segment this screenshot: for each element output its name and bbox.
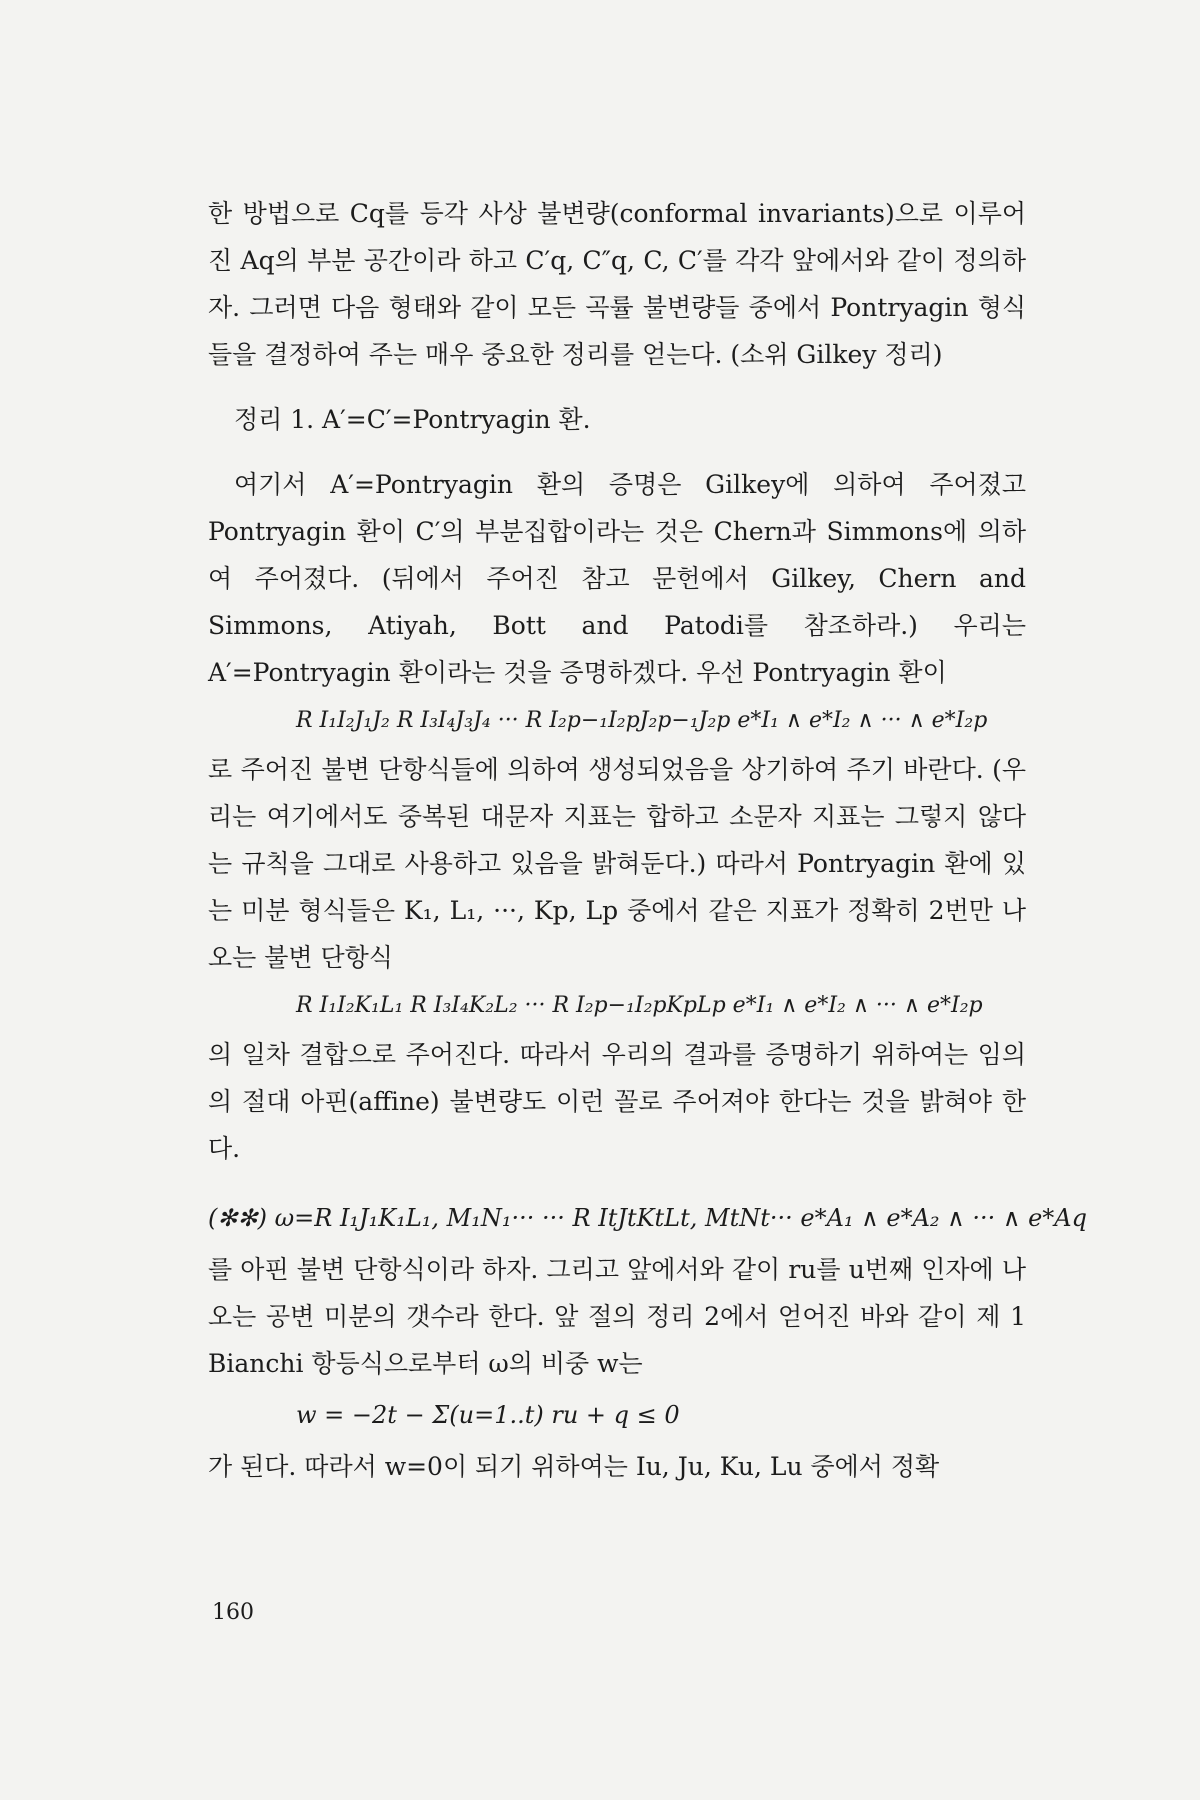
formula-pontryagin-generator: R I₁I₂J₁J₂ R I₃I₄J₃J₄ ··· R I₂p−₁I₂pJ₂p−₁J₂p e*I₁ ∧ e*I₂ ∧ ··· ∧ e*I₂p [296,708,988,733]
page-number: 160 [212,1600,254,1625]
paragraph-5: 를 아핀 불변 단항식이라 하자. 그리고 앞에서와 같이 ru를 u번째 인자에 나오는 공변 미분의 갯수라 한다. 앞 절의 정리 2에서 얻어진 바와 같이 제 1 Bianchi 항등식으로부터 ω의 비중 w는 [208,1255,1026,1378]
formula-invariant-monomial: R I₁I₂K₁L₁ R I₃I₄K₂L₂ ··· R I₂p−₁I₂pKpLp e*I₁ ∧ e*I₂ ∧ ··· ∧ e*I₂p [296,993,983,1018]
paragraph-4: 의 일차 결합으로 주어진다. 따라서 우리의 결과를 증명하기 위하여는 임의의 절대 아핀(affine) 불변량도 이런 꼴로 주어져야 한다는 것을 밝혀야 한다. [208,1040,1026,1163]
paragraph-2: 여기서 A′=Pontryagin 환의 증명은 Gilkey에 의하여 주어졌고 Pontryagin 환이 C′의 부분집합이라는 것은 Chern과 Simmons에 의하여 주어졌다. (뒤에서 주어진 참고 문헌에서 Gilkey, Chern and Simmons, Atiyah, Bott and Patodi를 참조하라.) 우리는 A′=Pontryagin 환이라는 것을 증명하겠다. 우선 Pontryagin 환이 [208,470,1026,687]
formula-weight: w = −2t − Σ(u=1..t) ru + q ≤ 0 [296,1401,680,1429]
body-text [208,190,1087,1490]
formula-omega: (✻✻) ω=R I₁J₁K₁L₁, M₁N₁··· ··· R ItJtKtLt, MtNt··· e*A₁ ∧ e*A₂ ∧ ··· ∧ e*Aq [208,1204,1087,1232]
paragraph-6: 가 된다. 따라서 w=0이 되기 위하여는 Iu, Ju, Ku, Lu 중에서 정확 [208,1452,940,1481]
theorem-1: 정리 1. A′=C′=Pontryagin 환. [234,405,591,434]
paragraph-1: 한 방법으로 Cq를 등각 사상 불변량(conformal invariants)으로 이루어진 Aq의 부분 공간이라 하고 C′q, C″q, C, C′를 각각 앞에서와 같이 정의하자. 그러면 다음 형태와 같이 모든 곡률 불변량들 중에서 Pontryagin 형식들을 결정하여 주는 매우 중요한 정리를 얻는다. (소위 Gilkey 정리) [208,199,1026,369]
paragraph-3: 로 주어진 불변 단항식들에 의하여 생성되었음을 상기하여 주기 바란다. (우리는 여기에서도 중복된 대문자 지표는 합하고 소문자 지표는 그렇지 않다는 규칙을 그대로 사용하고 있음을 밝혀둔다.) 따라서 Pontryagin 환에 있는 미분 형식들은 K₁, L₁, ···, Kp, Lp 중에서 같은 지표가 정확히 2번만 나오는 불변 단항식 [208,755,1026,972]
